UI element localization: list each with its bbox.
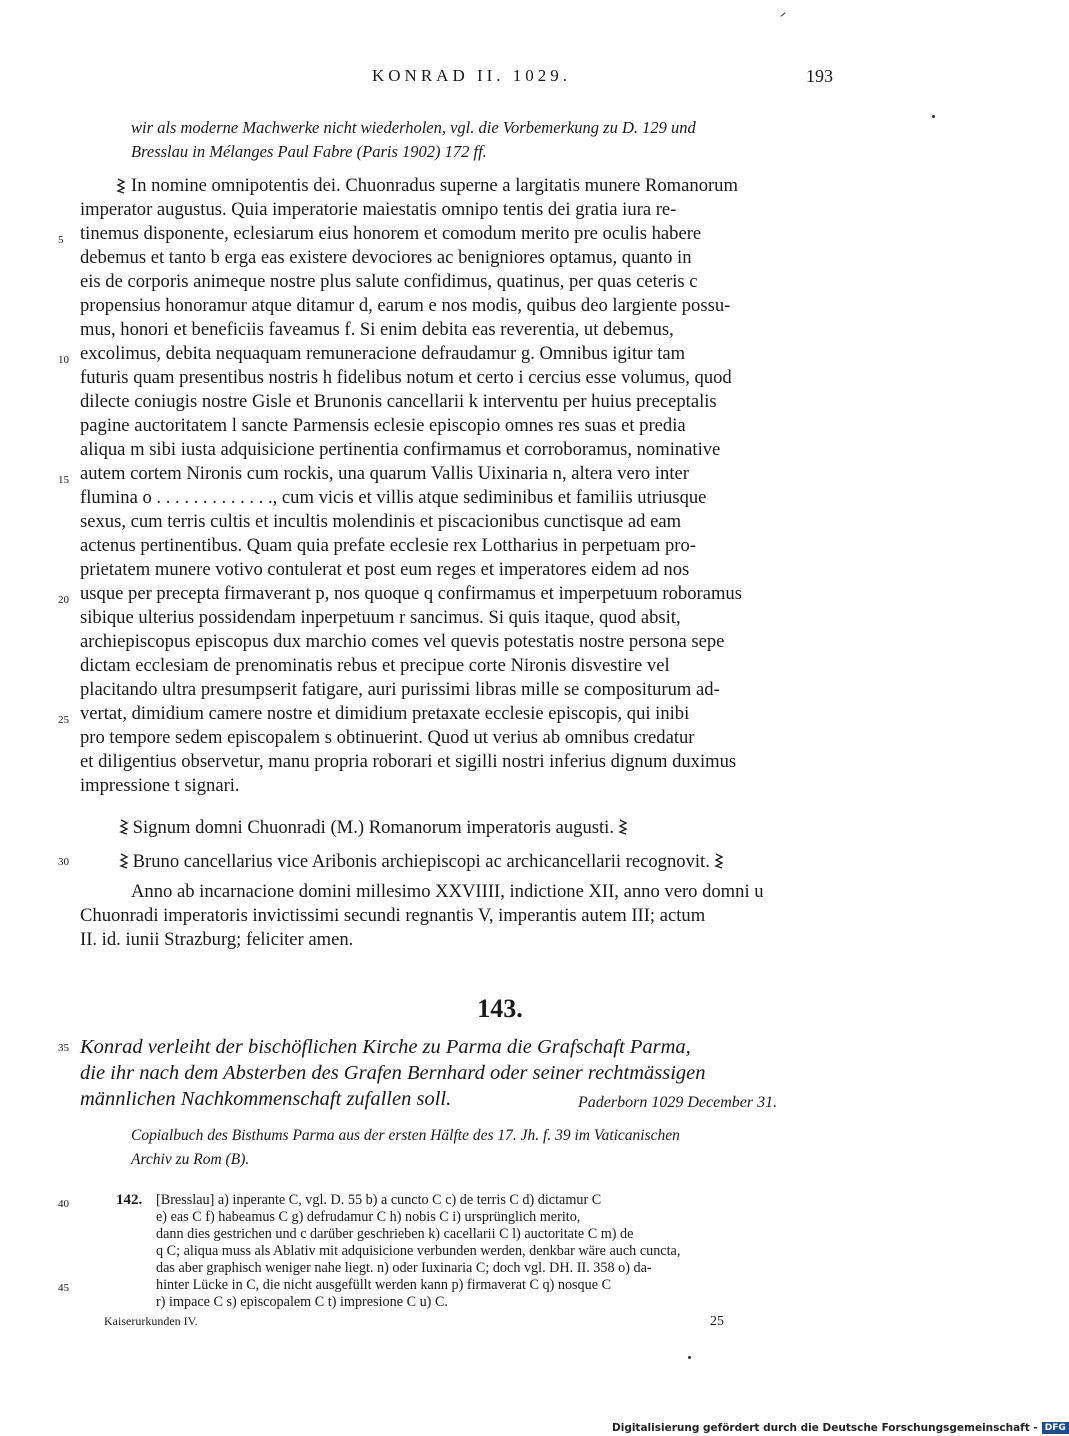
charter-line: futuris quam presentibus nostris h fidelibus notum et certo i cercius esse volumus, quod	[80, 367, 732, 388]
line-number: 10	[58, 354, 69, 366]
footnote-line: e) eas C f) habeamus C g) defrudamur C h) nobis C i) ursprünglich merito,	[156, 1209, 581, 1225]
footnote-number: 142.	[116, 1192, 143, 1208]
charter-line: pro tempore sedem episcopalem s obtinuerint. Quod ut verius ab omnibus credatur	[80, 727, 695, 748]
charter-line: et diligentius observetur, manu propria roborari et sigilli nostri inferius dignum duximus	[80, 751, 737, 772]
charter-line: vertat, dimidium camere nostre et dimidium pretaxate ecclesie episcopis, qui inibi	[80, 703, 690, 724]
charter-line: dilecte coniugis nostre Gisle et Brunonis cancellarii k interventu per huius preceptalis	[80, 391, 717, 412]
charter-line: dictam ecclesiam de prenominatis rebus et precipue corte Nironis disvestire vel	[80, 655, 670, 676]
footnote-line: das aber graphisch weniger nahe liegt. n) oder Iuxinaria C; doch vgl. DH. II. 358 o) da-	[156, 1260, 652, 1276]
recognition-text: Bruno cancellarius vice Aribonis archiepiscopi ac archicancellarii recognovit.	[132, 851, 710, 872]
signum-line	[120, 816, 627, 840]
charter-line: tinemus disponente, eclesiarum eius honorem et comodum merito pre oculis habere	[80, 223, 702, 244]
monogram-mark-icon	[117, 178, 125, 194]
scan-speck	[932, 115, 935, 118]
charter-line: actenus pertinentibus. Quam quia prefate ecclesie rex Lottharius in perpetuam pro-	[80, 535, 696, 556]
source-line: Archiv zu Rom (B).	[131, 1151, 250, 1168]
regest-line: männlichen Nachkommenschaft zufallen soll.	[80, 1088, 452, 1110]
dating-line: Anno ab incarnacione domini millesimo XXVIIII, indictione XII, anno vero domni u	[131, 881, 764, 902]
series-title: Kaiserurkunden IV.	[104, 1314, 198, 1328]
charter-line: usque per precepta firmaverant p, nos quoque q confirmamus et imperpetuum roboramus	[80, 583, 742, 604]
intro-line: wir als moderne Machwerke nicht wiederholen, vgl. die Vorbemerkung zu D. 129 und	[131, 118, 696, 137]
charter-line: aliqua m sibi iusta adquisicione pertinentia confirmamus et corroboramus, nominative	[80, 439, 721, 460]
charter-line: impressione t signari.	[80, 775, 240, 796]
charter-line: autem cortem Nironis cum rockis, una quarum Vallis Uixinaria n, altera vero inter	[80, 463, 689, 484]
line-number: 35	[58, 1042, 69, 1054]
line-number: 20	[58, 594, 69, 606]
line-number: 15	[58, 474, 69, 486]
line-number: 25	[58, 714, 69, 726]
regest-line: die ihr nach dem Absterben des Grafen Bernhard oder seiner rechtmässigen	[80, 1062, 706, 1084]
monogram-mark-icon	[120, 853, 128, 869]
line-number: 40	[58, 1198, 69, 1210]
charter-line: prietatem munere votivo contulerat et post eum reges et imperatores eidem ad nos	[80, 559, 690, 580]
monogram-mark-icon	[619, 819, 627, 835]
signum-text: Signum domni Chuonradi (M.) Romanorum imperatoris augusti.	[132, 817, 614, 838]
intro-line: Bresslau in Mélanges Paul Fabre (Paris 1902) 172 ff.	[131, 142, 487, 161]
dating-line: Chuonradi imperatoris invictissimi secundi regnantis V, imperantis autem III; actum	[80, 905, 706, 926]
charter-line: imperator augustus. Quia imperatorie maiestatis omnipo tentis dei gratia iura re-	[80, 199, 677, 220]
funding-note	[612, 1420, 1069, 1436]
charter-line: pagine auctoritatem l sancte Parmensis eclesie episcopio omnes res suas et predia	[80, 415, 686, 436]
line-number: 45	[58, 1282, 69, 1294]
dating-line: II. id. iunii Strazburg; feliciter amen.	[80, 929, 354, 950]
page-number: 193	[806, 66, 833, 86]
document-number: 143.	[477, 994, 523, 1023]
monogram-mark-icon	[715, 853, 723, 869]
line-number: 5	[58, 234, 64, 246]
charter-line: In nomine omnipotentis dei. Chuonradus superne a largitatis munere Romanorum	[131, 175, 738, 196]
scan-speck	[688, 1356, 691, 1359]
running-head: KONRAD II. 1029.	[372, 66, 572, 85]
regest-line: Konrad verleiht der bischöflichen Kirche zu Parma die Grafschaft Parma,	[80, 1036, 691, 1058]
charter-line: archiepiscopus episcopus dux marchio comes vel quevis potestatis nostre persona sepe	[80, 631, 725, 652]
funding-text: Digitalisierung gefördert durch die Deutsche Forschungsgemeinschaft -	[612, 1422, 1038, 1434]
sheet-signature: 25	[710, 1314, 724, 1329]
line-number: 30	[58, 856, 69, 868]
charter-line: sexus, cum terris cultis et incultis molendinis et piscacionibus cunctisque ad eam	[80, 511, 682, 532]
footnote-line: hinter Lücke in C, die nicht ausgefüllt werden kann p) firmaverat C q) nosque C	[156, 1277, 612, 1293]
scan-mark	[780, 12, 785, 17]
charter-line: sibique ulterius possidendam inperpetuum r sancimus. Si quis itaque, quod absit,	[80, 607, 681, 628]
charter-line: mus, honori et beneficiis faveamus f. Si enim debita eas reverentia, ut debemus,	[80, 319, 674, 340]
recognition-line	[120, 850, 723, 874]
charter-line: excolimus, debita nequaquam remuneracione defraudamur g. Omnibus igitur tam	[80, 343, 686, 364]
regest-date: Paderborn 1029 December 31.	[578, 1094, 778, 1111]
charter-line: placitando ultra presumpserit fatigare, auri purissimi libras mille se compositurum ad-	[80, 679, 720, 700]
footnote-line: q C; aliqua muss als Ablativ mit adquisicione verbunden werden, denkbar wäre auch cuncta,	[156, 1243, 681, 1259]
monogram-mark-icon	[120, 819, 128, 835]
charter-line: flumina o . . . . . . . . . . . . ., cum vicis et villis atque sediminibus et familiis utriusque	[80, 487, 707, 508]
footnote-line: r) impace C s) episcopalem C t) impresione C u) C.	[156, 1294, 448, 1310]
charter-line: debemus et tanto b erga eas existere devociores ac benigniores optamus, quanto in	[80, 247, 692, 268]
footnote-line: dann dies gestrichen und c darüber geschrieben k) cacellarii C l) auctoritate C m) de	[156, 1226, 634, 1242]
footnote-line: [Bresslau] a) inperante C, vgl. D. 55 b) a cuncto C c) de terris C d) dictamur C	[156, 1192, 602, 1208]
charter-line: propensius honoramur atque ditamur d, earum e nos modis, quibus deo largiente possu-	[80, 295, 731, 316]
charter-line: eis de corporis animeque nostre plus salute confidimus, quatinus, per quas ceteris c	[80, 271, 698, 292]
source-line: Copialbuch des Bisthums Parma aus der ersten Hälfte des 17. Jh. f. 39 im Vaticanischen	[131, 1127, 680, 1144]
dfg-logo: DFG	[1042, 1422, 1069, 1434]
